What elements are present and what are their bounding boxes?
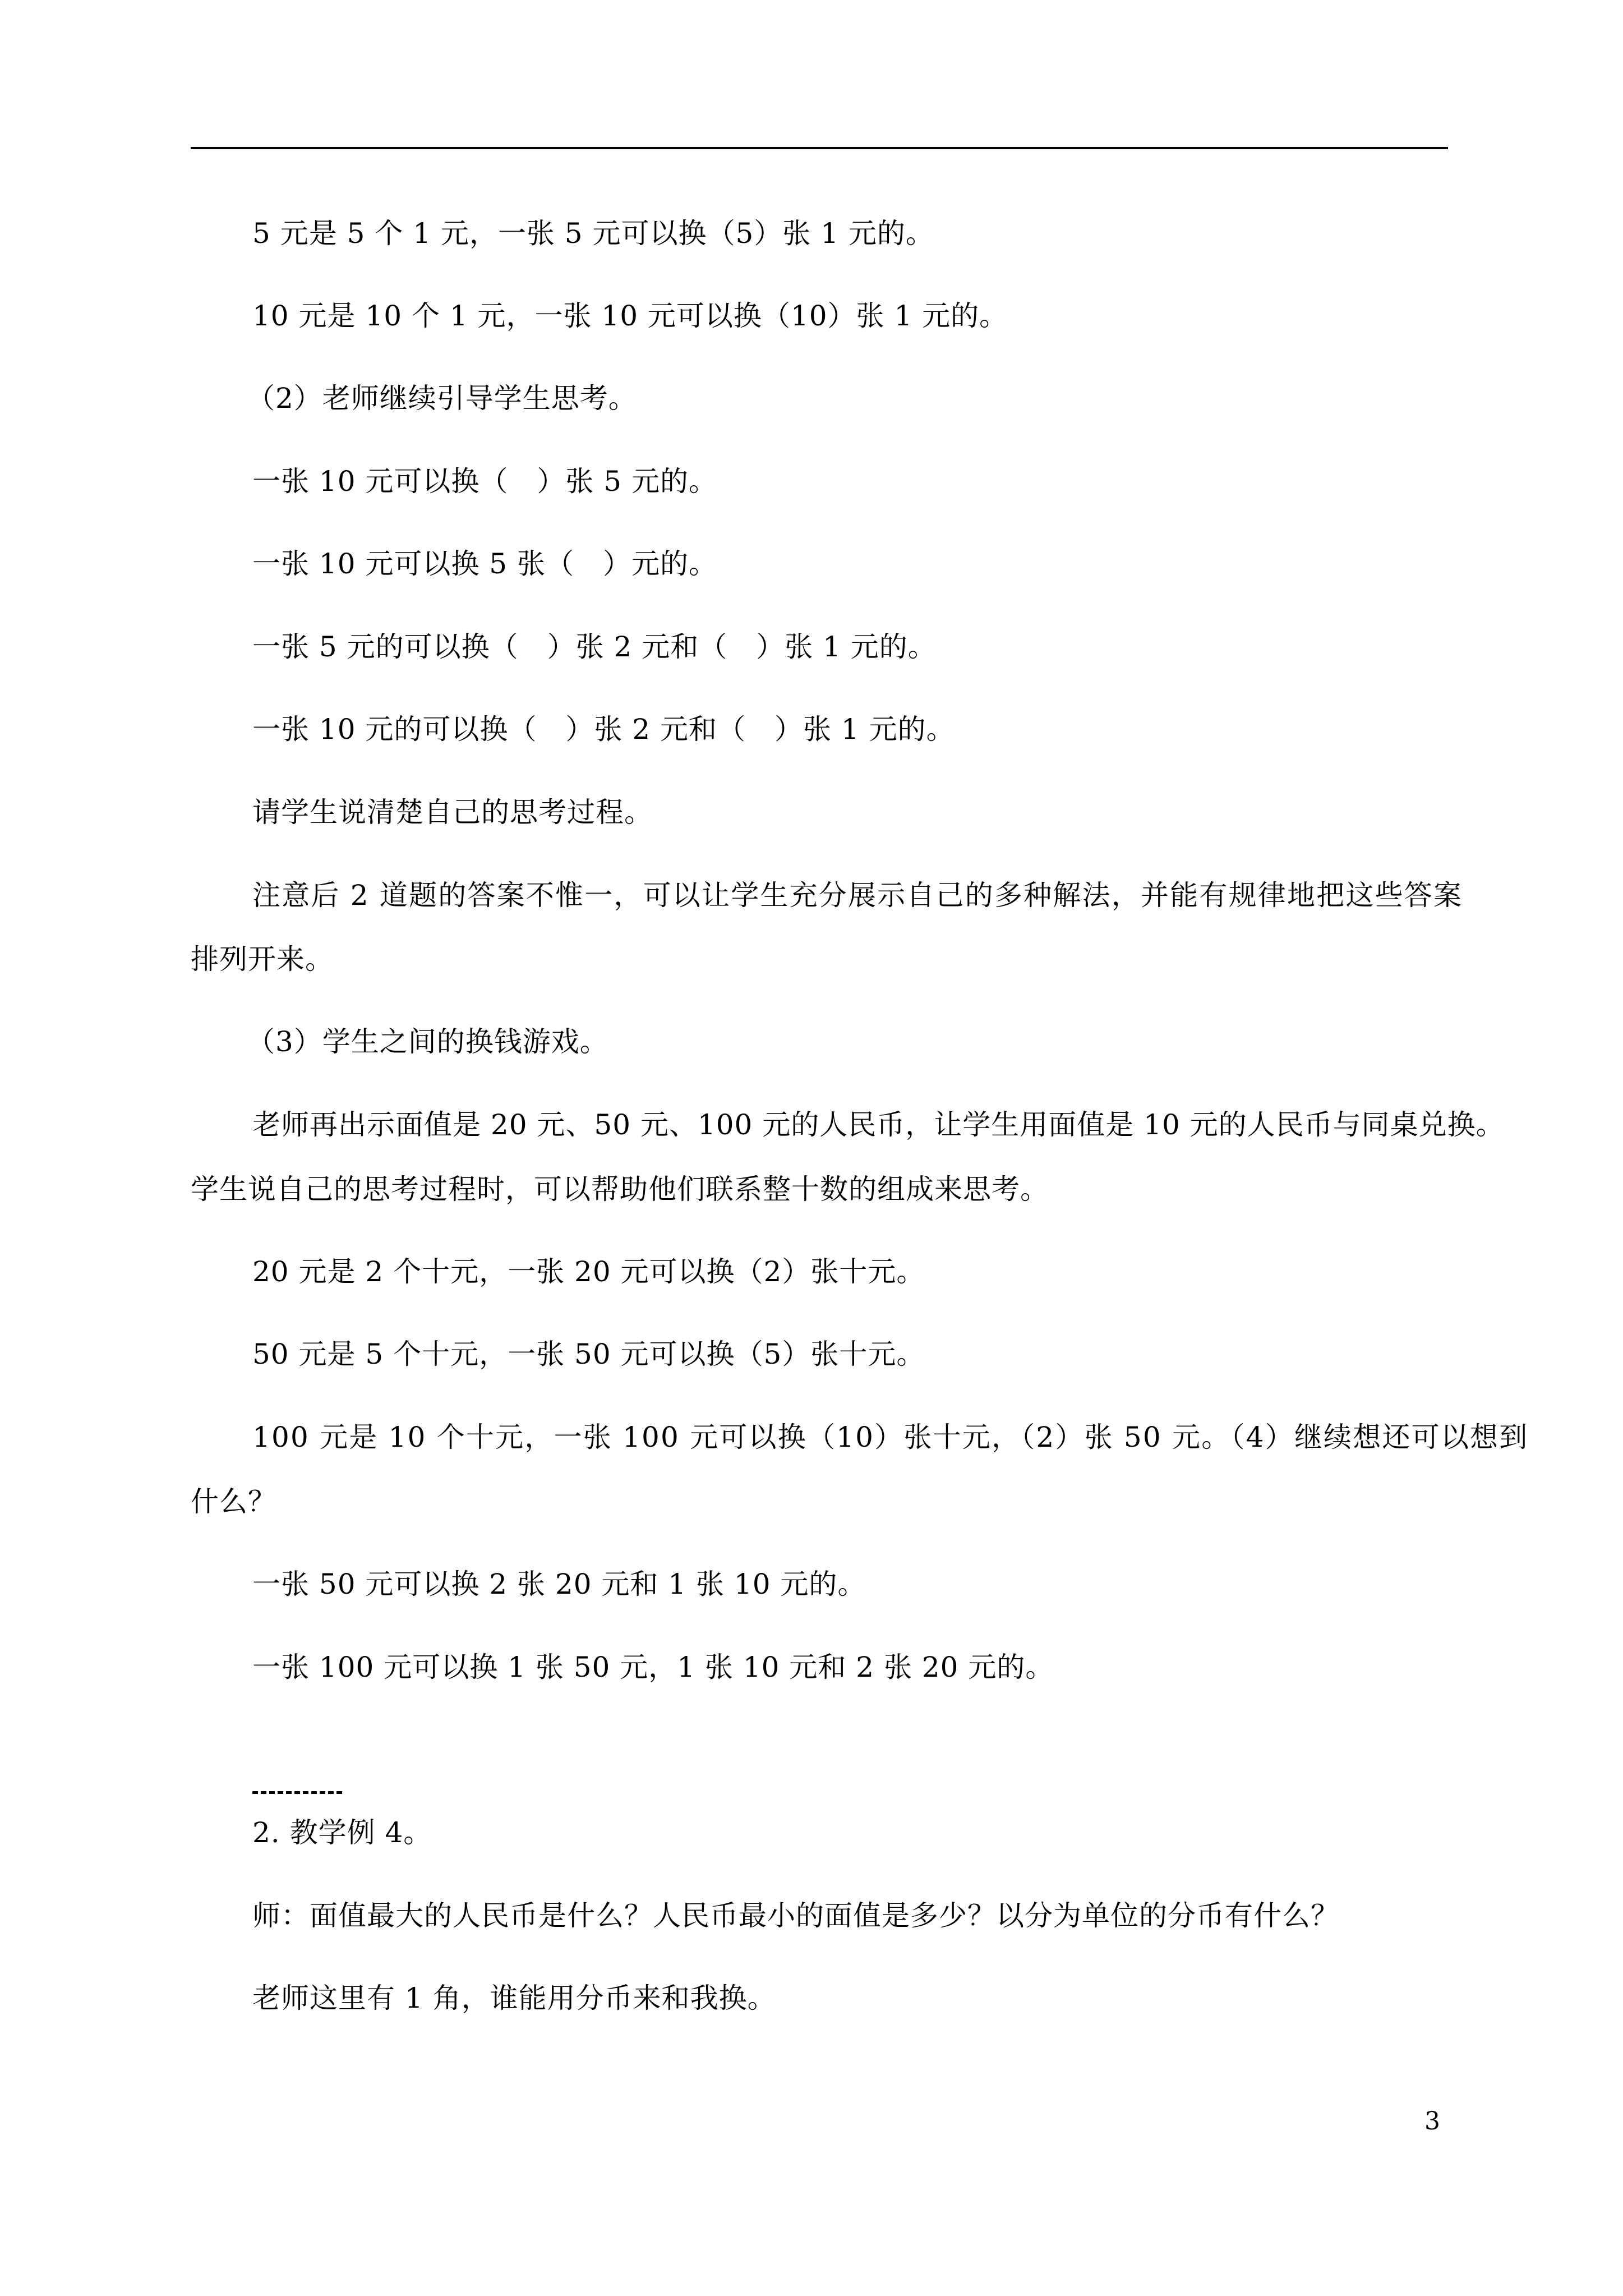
paragraph-line: 注意后 2 道题的答案不惟一，可以让学生充分展示自己的多种解法，并能有规律地把这些答案: [252, 879, 1463, 912]
header-rule: [191, 147, 1448, 149]
paragraph-line: （3）学生之间的换钱游戏。: [247, 1025, 608, 1058]
paragraph-line: 一张 10 元的可以换（ ）张 2 元和（ ）张 1 元的。: [252, 713, 955, 746]
dashed-separator: [252, 1791, 342, 1794]
paragraph-line: 一张 5 元的可以换（ ）张 2 元和（ ）张 1 元的。: [252, 631, 937, 663]
page-number: 3: [1424, 2107, 1440, 2136]
paragraph-line: 老师这里有 1 角，谁能用分币来和我换。: [252, 1982, 776, 2014]
paragraph-line: 一张 50 元可以换 2 张 20 元和 1 张 10 元的。: [252, 1568, 866, 1600]
paragraph-line: 请学生说清楚自己的思考过程。: [252, 796, 653, 829]
paragraph-line: 5 元是 5 个 1 元，一张 5 元可以换（5）张 1 元的。: [252, 217, 934, 250]
paragraph-line: 10 元是 10 个 1 元，一张 10 元可以换（10）张 1 元的。: [252, 300, 1008, 332]
paragraph-line: 排列开来。: [191, 943, 334, 976]
paragraph-line: 100 元是 10 个十元，一张 100 元可以换（10）张十元，（2）张 50 元。（4）继续想还可以想到: [252, 1421, 1529, 1453]
paragraph-line: 一张 100 元可以换 1 张 50 元，1 张 10 元和 2 张 20 元的。: [252, 1651, 1054, 1683]
paragraph-line: 学生说自己的思考过程时，可以帮助他们联系整十数的组成来思考。: [191, 1173, 1049, 1205]
paragraph-line: 50 元是 5 个十元，一张 50 元可以换（5）张十元。: [252, 1338, 925, 1370]
paragraph-line: 2. 教学例 4。: [252, 1816, 432, 1849]
paragraph-line: 什么？: [191, 1485, 276, 1518]
paragraph-line: 老师再出示面值是 20 元、50 元、100 元的人民币，让学生用面值是 10 元的人民币与同桌兑换。: [252, 1108, 1505, 1141]
paragraph-line: 一张 10 元可以换（ ）张 5 元的。: [252, 465, 718, 498]
paragraph-line: 师：面值最大的人民币是什么？人民币最小的面值是多少？以分为单位的分币有什么？: [252, 1899, 1339, 1932]
paragraph-line: （2）老师继续引导学生思考。: [247, 382, 637, 415]
paragraph-line: 20 元是 2 个十元，一张 20 元可以换（2）张十元。: [252, 1255, 925, 1288]
paragraph-line: 一张 10 元可以换 5 张（ ）元的。: [252, 547, 718, 580]
